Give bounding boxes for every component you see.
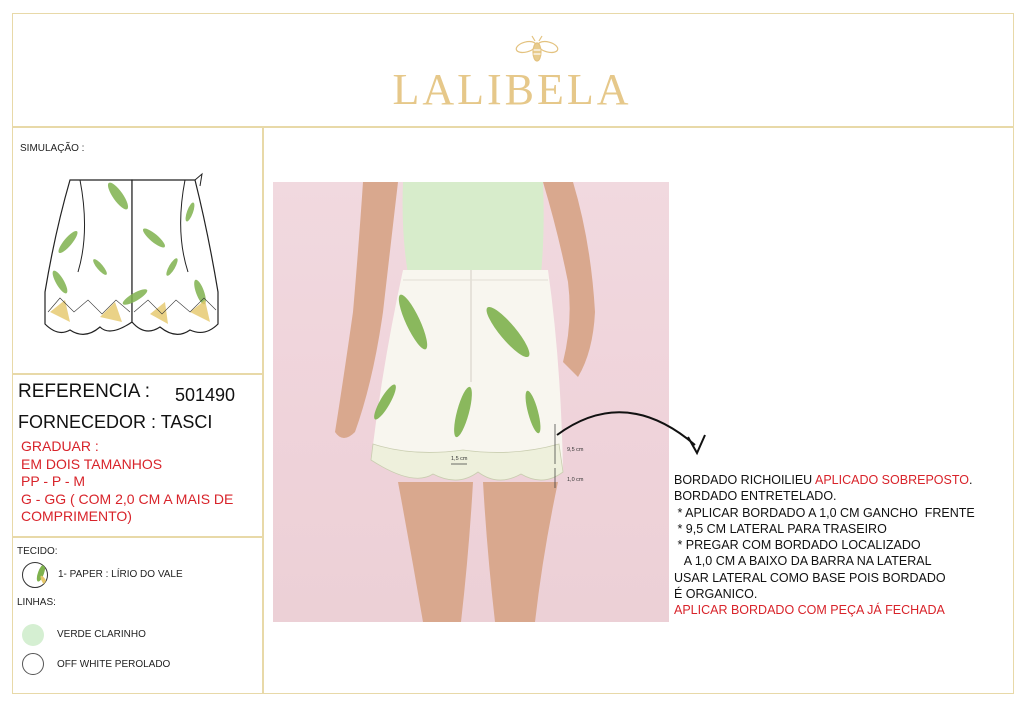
note-line: * APLICAR BORDADO A 1,0 CM GANCHO FRENTE [674,505,975,520]
note-line: BORDADO RICHOILIEU [674,473,815,487]
thread-item: VERDE CLARINHO [57,629,146,640]
thread-color-swatch [22,624,44,646]
fabric-swatch [21,561,49,589]
grading-line: G - GG ( COM 2,0 CM A MAIS DE [21,490,234,507]
threads-label: LINHAS: [17,597,56,608]
supplier-line [18,412,212,433]
note-line: * 9,5 CM LATERAL PARA TRASEIRO [674,521,887,536]
thread-item: OFF WHITE PEROLADO [57,659,171,670]
header-divider [12,126,1014,128]
note-line: É ORGANICO. [674,587,758,602]
measurement-label: 1,0 cm [567,477,584,483]
note-line: A 1,0 CM A BAIXO DA BARRA NA LATERAL [674,554,932,569]
callout-arrow-icon [545,395,715,465]
sketch-divider [12,373,263,375]
fabric-item: 1- PAPER : LÍRIO DO VALE [58,569,183,580]
grading-line: PP - P - M [21,473,86,489]
grading-line: GRADUAR : [21,438,99,454]
info-divider [12,536,263,538]
measurement-label: 9,5 cm [567,447,584,453]
grading-block [21,438,233,526]
measurement-label: 1,5 cm [451,456,468,462]
sidebar-divider [262,126,264,694]
reference-value: 501490 [175,385,236,405]
grading-line: COMPRIMENTO) [21,508,132,524]
grading-line: EM DOIS TAMANHOS [21,455,163,472]
shorts-sketch [40,172,222,352]
simulation-label: SIMULAÇÃO : [20,143,85,154]
note-highlight: APLICADO SOBREPOSTO [815,473,969,487]
note-line: * PREGAR COM BORDADO LOCALIZADO [674,538,921,553]
supplier-label: FORNECEDOR : [18,412,157,432]
reference-label: REFERENCIA : [18,381,150,402]
fabric-label: TECIDO: [17,546,58,557]
bee-icon [514,35,560,65]
note-line: BORDADO ENTRETELADO. [674,489,837,504]
note-line: USAR LATERAL COMO BASE POIS BORDADO [674,570,946,585]
thread-color-swatch [22,653,44,675]
construction-notes [674,472,975,619]
note-highlight: APLICAR BORDADO COM PEÇA JÁ FECHADA [674,603,945,618]
note-line: . [968,473,973,487]
brand-logo: LALIBELA [392,65,632,114]
supplier-value: TASCI [160,412,213,432]
